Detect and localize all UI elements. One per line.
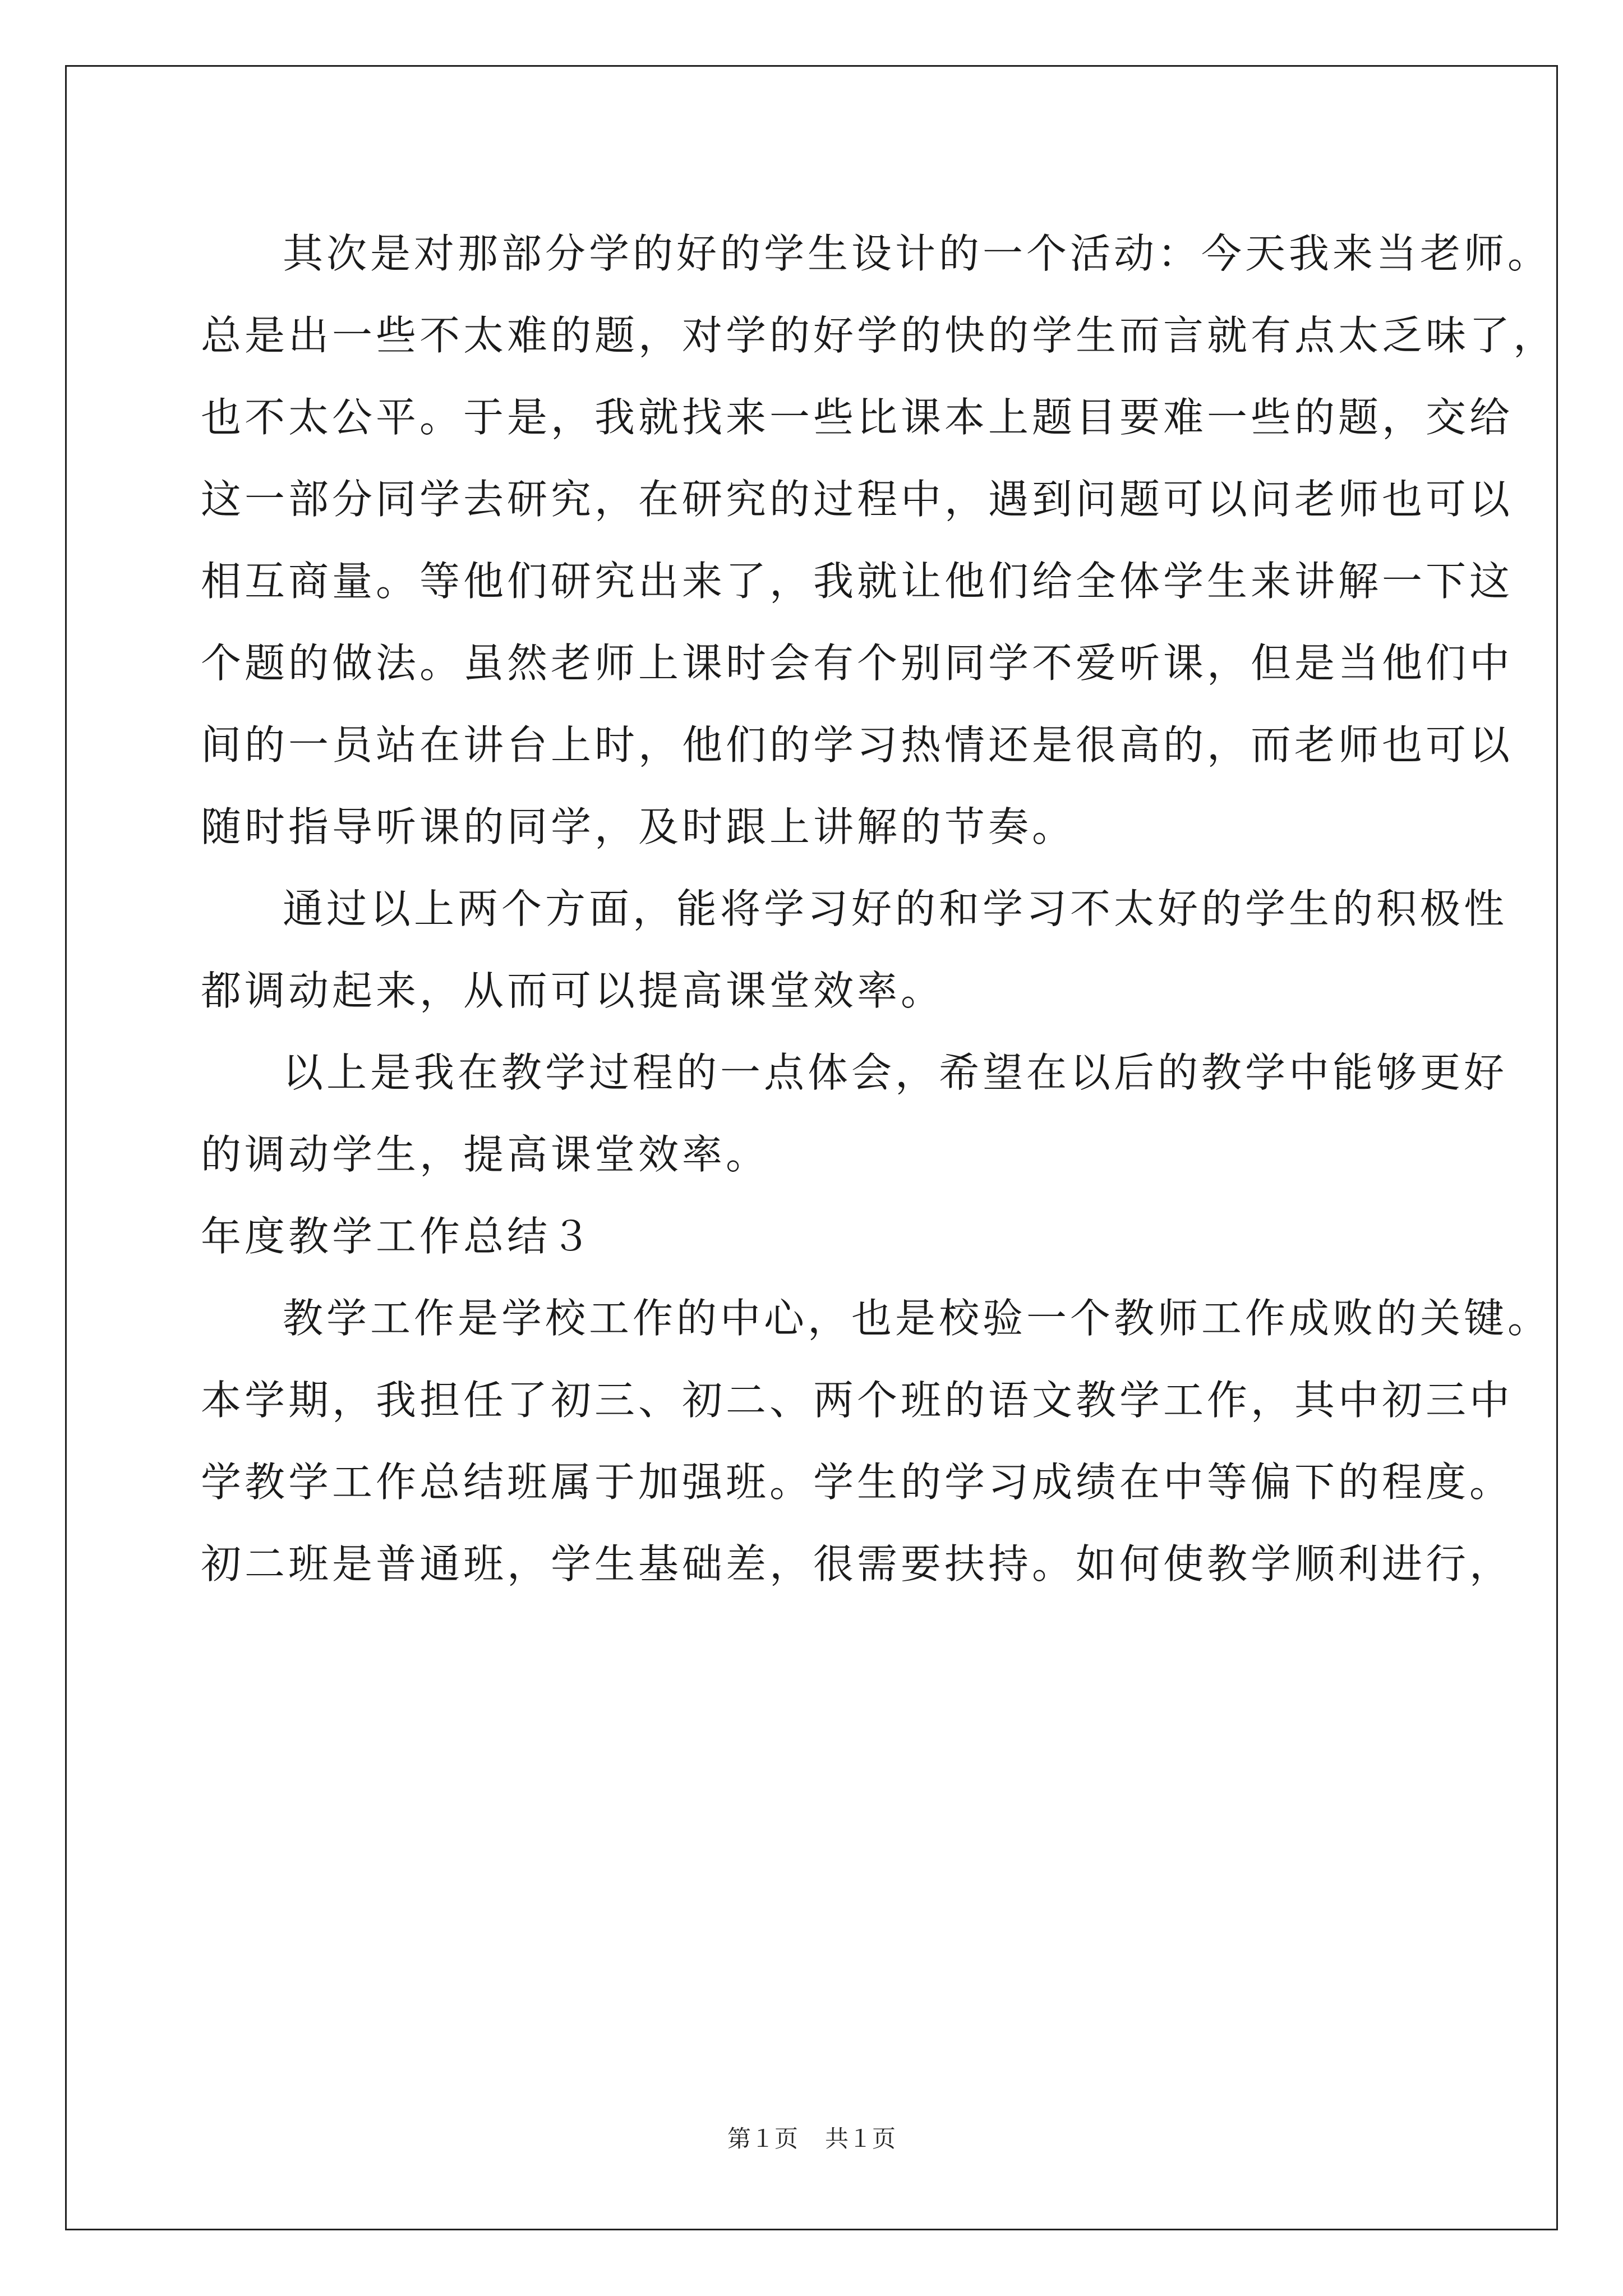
text-line: 也不太公平。于是，我就找来一些比课本上题目要难一些的题，交给: [201, 394, 1514, 441]
text-line: 这一部分同学去研究，在研究的过程中，遇到问题可以问老师也可以: [201, 476, 1514, 523]
page-number-total: 共１页: [825, 2125, 896, 2152]
page-number-current: 第１页: [727, 2125, 798, 2152]
text-line: 的调动学生，提高课堂效率。: [201, 1131, 770, 1178]
page-footer: [0, 2125, 1623, 2153]
text-line: 教学工作是学校工作的中心，也是校验一个教师工作成败的关键。: [283, 1295, 1552, 1342]
text-line: 通过以上两个方面，能将学习好的和学习不太好的学生的积极性: [283, 885, 1508, 932]
document-body: [201, 226, 1557, 1618]
text-line: 以上是我在教学过程的一点体会，希望在以后的教学中能够更好: [283, 1049, 1508, 1096]
text-line: 本学期，我担任了初三、初二、两个班的语文教学工作，其中初三中: [201, 1377, 1514, 1424]
text-line: 初二班是普通班，学生基础差，很需要扶持。如何使教学顺利进行，: [201, 1540, 1514, 1588]
text-line: 其次是对那部分学的好的学生设计的一个活动：今天我来当老师。: [283, 230, 1552, 277]
text-line: 学教学工作总结班属于加强班。学生的学习成绩在中等偏下的程度。: [201, 1458, 1514, 1506]
text-line: 总是出一些不太难的题，对学的好学的快的学生而言就有点太乏味了，: [201, 312, 1557, 359]
text-line: 都调动起来，从而可以提高课堂效率。: [201, 967, 945, 1014]
text-line: 间的一员站在讲台上时，他们的学习热情还是很高的，而老师也可以: [201, 721, 1514, 769]
text-line: 相互商量。等他们研究出来了，我就让他们给全体学生来讲解一下这: [201, 558, 1514, 605]
text-line: 年度教学工作总结３: [201, 1213, 595, 1260]
text-line: 随时指导听课的同学，及时跟上讲解的节奏。: [201, 803, 1076, 850]
text-line: 个题的做法。虽然老师上课时会有个别同学不爱听课，但是当他们中: [201, 639, 1514, 687]
